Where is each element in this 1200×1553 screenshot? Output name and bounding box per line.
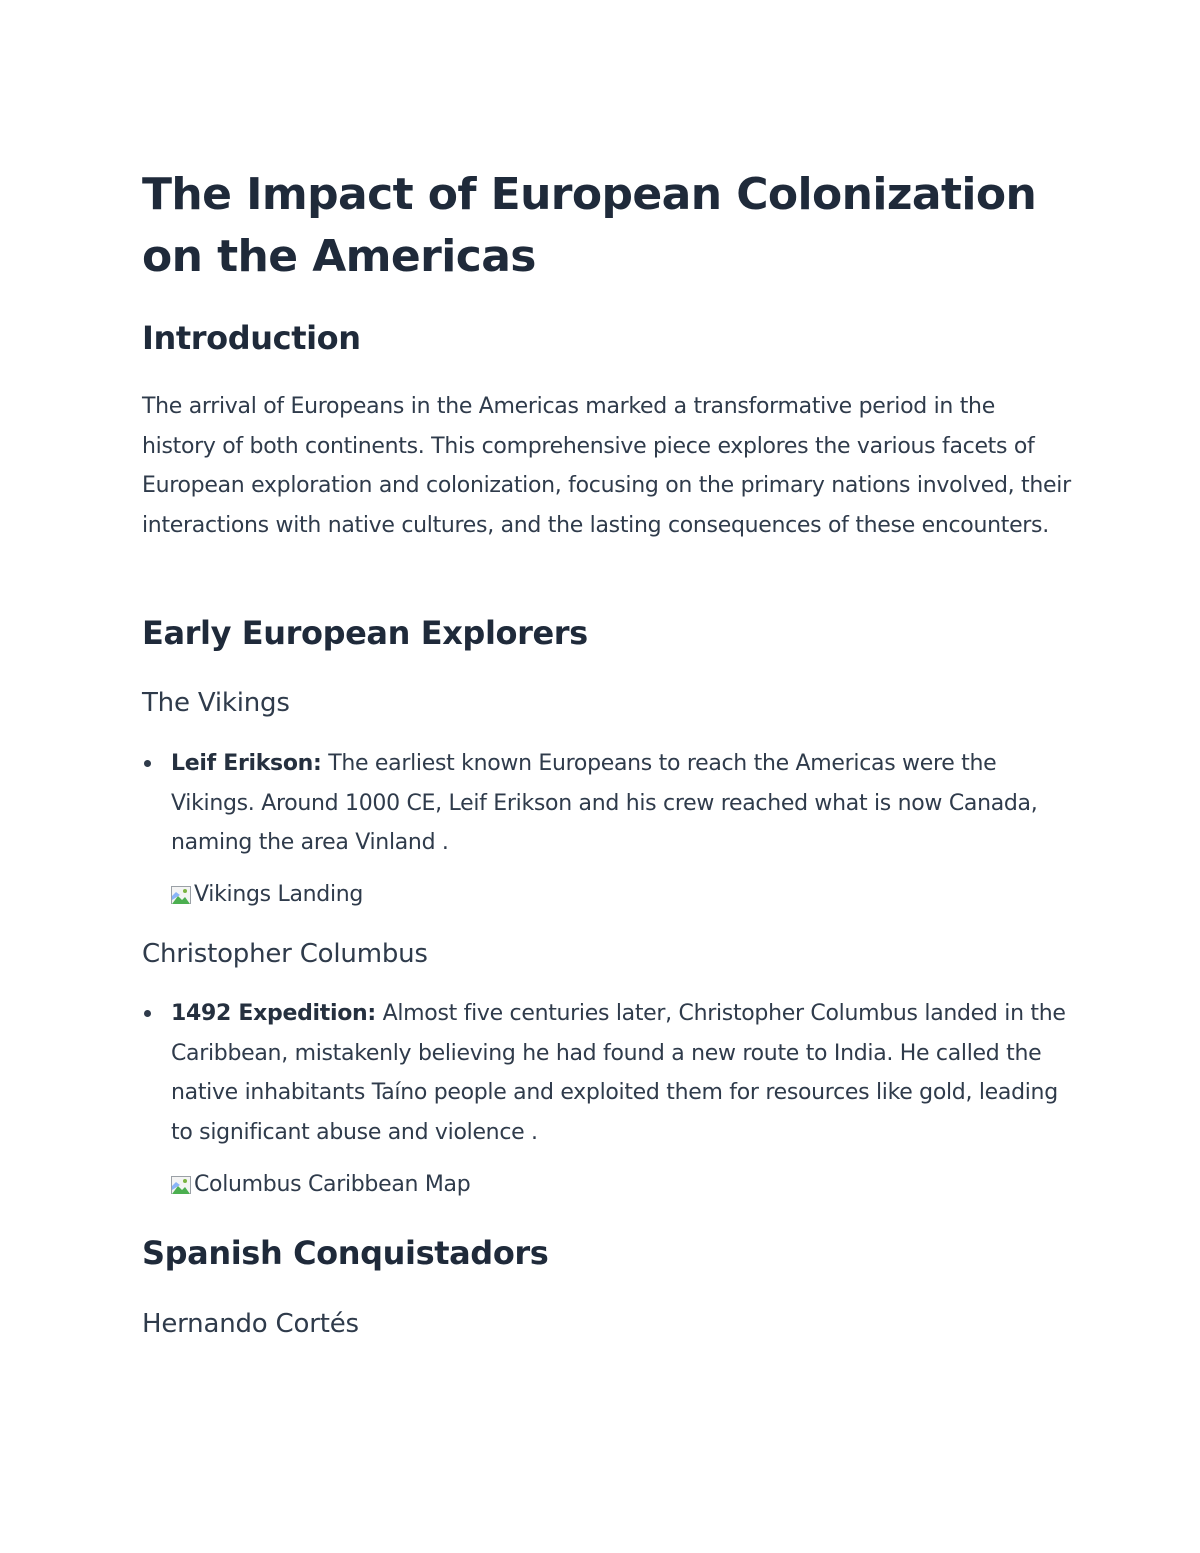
broken-image-icon [171, 884, 191, 904]
section-heading-introduction: Introduction [142, 319, 361, 357]
list-item-body: Almost five centuries later, Christopher Columbus landed in the Caribbean, mistakenly believing he had found a new route to India. He called the native inhabitants Taíno people and exploited them for resources like gold, leading to significant abuse and violence . [171, 1001, 1066, 1145]
image-alt-text: Vikings Landing [194, 882, 364, 907]
image-alt-text: Columbus Caribbean Map [194, 1172, 471, 1197]
list-item-body: The earliest known Europeans to reach the Americas were the Vikings. Around 1000 CE, Leif Erikson and his crew reached what is now Canada, naming the area Vinland . [171, 751, 1038, 855]
bullet-dot [144, 1010, 151, 1017]
subheading-christopher-columbus: Christopher Columbus [142, 939, 428, 969]
page-title: The Impact of European Colonization on the Americas [142, 169, 1037, 282]
list-item-1492-expedition [142, 994, 1072, 1152]
list-item-text [171, 994, 1072, 1152]
subheading-hernando-cortes: Hernando Cortés [142, 1309, 359, 1339]
image-vikings-landing [171, 879, 363, 911]
subheading-vikings: The Vikings [142, 688, 290, 718]
list-item-text [171, 744, 1072, 863]
section-heading-spanish-conquistadors: Spanish Conquistadors [142, 1234, 549, 1272]
bullet-dot [144, 760, 151, 767]
introduction-paragraph: The arrival of Europeans in the Americas marked a transformative period in the history of both continents. This comprehensive piece explores the various facets of European exploration and colonization, focusing on the primary nations involved, their interactions with native cultures, and the lasting consequences of these encounters. [142, 394, 1071, 538]
list-item-label: 1492 Expedition: [171, 1001, 376, 1026]
list-item-label: Leif Erikson: [171, 751, 322, 776]
list-item-leif-erikson [142, 744, 1072, 863]
section-heading-early-explorers: Early European Explorers [142, 614, 588, 652]
image-columbus-caribbean-map [171, 1169, 470, 1201]
broken-image-icon [171, 1174, 191, 1194]
